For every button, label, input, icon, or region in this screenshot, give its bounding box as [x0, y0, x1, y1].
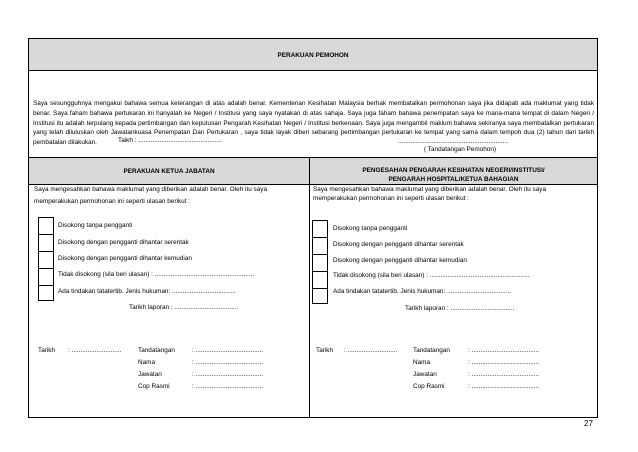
left-section-title: PERAKUAN KETUA JABATAN [123, 168, 215, 175]
right-report-date: Tarikh laporan : .................................... [405, 305, 515, 312]
right-checkbox-column[interactable] [312, 220, 328, 304]
left-option: Disokong dengan pengganti dihantar serentak [58, 239, 189, 246]
right-statement-line1: Saya mengesahkan bahawa maklumat yang diberikan adalah benar. Oleh itu saya [313, 186, 547, 193]
right-option: Disokong dengan pengganti dihantar serentak [333, 241, 464, 248]
right-option: Disokong dengan pengganti dihantar kemudian [333, 257, 467, 264]
left-option: Disokong tanpa pengganti [58, 222, 133, 229]
left-field-value: : ...................................... [192, 383, 264, 390]
right-option: Disokong tanpa pengganti [333, 225, 408, 232]
left-field-value: : ...................................... [192, 359, 264, 366]
right-section-title-2: PENGARAH HOSPITAL/KETUA BAHAGIAN [388, 176, 519, 183]
right-field-label: Cop Rasmi [413, 383, 445, 390]
left-field-value: : ...................................... [192, 371, 264, 378]
right-field-value: : ...................................... [468, 383, 540, 390]
pemohon-date-field: Taikh : ............................................... [118, 137, 222, 144]
left-field-label: Cop Rasmi [138, 383, 170, 390]
pemohon-paragraph: Saya sesungguhnya mengakui bahawa semua keterangan di atas adalah benar. Kementerian Kesihatan Malaysia berhak membatalkan permohonan saya jika didapati ada maklumat yang tidak benar. Saya faham bahawa pertukaran ini hanyalah ke Negeri / Institusi yang saya nyatakan di atas sahaja. Saya juga faham bahawa penempatan saya ke mana-mana tempat di dalam Negeri / Institusi itu adalah terpulang kepada pertimbangan dan keputusan Pengarah Kesihatan Negeri / Institusi berkenaan. Saya juga mengambil maklum bahawa sekiranya saya membatalkan pertukaran yang telah diluluskan oleh Jawatankuasa Penempatan Dan Pertukaran , saya tidak layak diberi sebarang pertimbangan pertukaran ke tempat yang sama dalam tempoh dua (2) tahun dari tarikh pembatalan dilakukan. [33, 100, 594, 147]
divider [28, 70, 598, 71]
left-tarikh-value: : ............................ [68, 347, 122, 354]
left-statement-line1: Saya mengesahkan bahawa maklumat yang diberikan adalah benar. Oleh itu saya [34, 186, 268, 193]
right-option: Tidak disokong (sila beri ulasan) : ........................................................ [333, 272, 530, 279]
column-divider [309, 157, 310, 418]
left-option: Disokong dengan pengganti dihantar kemudian [58, 255, 192, 262]
right-field-value: : ...................................... [468, 371, 540, 378]
left-option: Ada tindakan tatatertib. Jenis hukuman: .................................... [58, 288, 236, 295]
right-section-title-1: PENGESAHAN PENGARAH KESIHATAN NEGERI/INSTITUSI/ [362, 167, 545, 174]
pemohon-signature-line: .............................................................. [398, 138, 509, 145]
right-tarikh-value: : ............................ [344, 347, 398, 354]
left-field-value: : ...................................... [192, 347, 264, 354]
left-tarikh-label: Tarikh [38, 347, 56, 354]
right-field-label: Nama [413, 359, 431, 366]
right-statement-line2: memperakukan permohonan ini seperti ulasan berikut : [313, 195, 469, 202]
right-field-value: : ...................................... [468, 347, 540, 354]
left-field-label: Tandatangan [138, 347, 175, 354]
right-tarikh-label: Tarikh [316, 347, 334, 354]
left-statement-line2: memperakukan permohonan ini seperti ulasan berikut : [34, 198, 190, 205]
left-field-label: Jawatan [138, 371, 162, 378]
right-field-label: Jawatan [413, 371, 437, 378]
pemohon-signature-label: ( Tandatangan Pemohon) [424, 146, 497, 153]
page-number: 27 [584, 419, 593, 428]
right-field-value: : ...................................... [468, 359, 540, 366]
right-field-label: Tandatangan [413, 347, 450, 354]
pemohon-title: PERAKUAN PEMOHON [277, 52, 349, 59]
left-report-date: Tarikh laporan : .................................... [129, 304, 239, 311]
left-field-label: Nama [138, 359, 156, 366]
right-option: Ada tindakan tatatertib. Jenis hukuman: .................................... [333, 288, 511, 295]
left-checkbox-column[interactable] [38, 217, 54, 301]
left-option: Tidak disokong (sila beri ulasan) : ........................................................ [58, 271, 255, 278]
